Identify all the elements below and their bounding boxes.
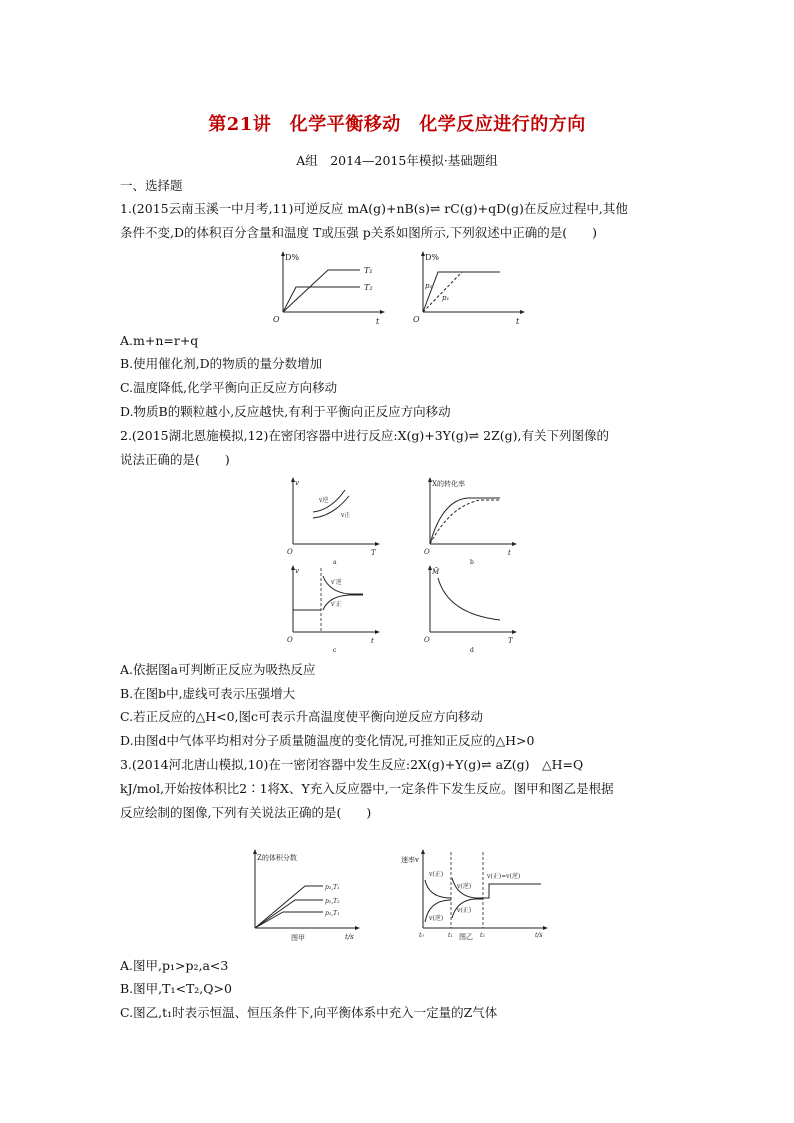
q1-figure-left xyxy=(268,250,388,328)
q1-right-p1: p₁ xyxy=(442,294,450,302)
q1-left-t2: T₂ xyxy=(364,283,373,292)
q3-jia-caption: 图甲 xyxy=(291,934,305,942)
q3-stem-line3: 反应绘制的图像,下列有关说法正确的是( ) xyxy=(120,805,372,820)
page-title: 第21讲 化学平衡移动 化学反应进行的方向 xyxy=(208,114,586,135)
q1-right-p2: p₂ xyxy=(425,282,433,290)
q1-stem-line1: 1.(2015云南玉溪一中月考,11)可逆反应 mA(g)+nB(s)⇌ rC(g)+qD(g)在反应过程中,其他 xyxy=(120,201,628,216)
q2b-ylabel: X的转化率 xyxy=(432,480,465,488)
q3-jia-curve3: p₁,T₁ xyxy=(325,910,340,917)
q2b-xlabel: t xyxy=(508,549,511,557)
q2-option-a: A.依据图a可判断正反应为吸热反应 xyxy=(120,662,316,677)
q2-option-d: D.由图d中气体平均相对分子质量随温度的变化情况,可推知正反应的△H>0 xyxy=(120,733,535,748)
q3-jia-xlabel: t/s xyxy=(345,933,354,941)
q2a-caption: a xyxy=(333,559,337,566)
q3-stem-line2: kJ/mol,开始按体积比2∶1将X、Y充入反应器中,一定条件下发生反应。图甲和图乙是根据 xyxy=(120,781,614,796)
q2d-xlabel: T xyxy=(508,637,513,645)
q2-figure-b xyxy=(420,476,520,572)
q3-yi-t2: t₂ xyxy=(480,932,485,939)
q1-stem-line2: 条件不变,D的体积百分含量和温度 T或压强 p关系如图所示,下列叙述中正确的是( ) xyxy=(120,225,598,240)
q3-yi-xlabel: t/s xyxy=(535,932,543,939)
q3-yi-ylabel: 速率v xyxy=(401,856,419,864)
q2b-caption: b xyxy=(470,559,474,566)
q2-stem-line2: 说法正确的是( ) xyxy=(120,452,230,467)
q2-figure-d xyxy=(420,564,520,660)
q2a-ylabel: v xyxy=(295,479,299,487)
q2a-origin: O xyxy=(287,548,293,556)
q2-option-c: C.若正反应的△H<0,图c可表示升高温度使平衡向逆反应方向移动 xyxy=(120,709,484,724)
q3-yi-right-eq: v(正)=v(逆) xyxy=(487,873,521,880)
q2c-ylabel: v xyxy=(295,567,299,575)
q2c-xlabel: t xyxy=(371,637,374,645)
q2d-ylabel: M̄ xyxy=(432,568,440,576)
q2c-origin: O xyxy=(287,636,293,644)
q2c-label-fwd: v′正 xyxy=(331,601,342,608)
q3-yi-t1: t₁ xyxy=(448,932,453,939)
q1-figure-right xyxy=(408,250,528,328)
q3-jia-curve1: p₂,T₁ xyxy=(325,884,340,891)
q1-right-origin: O xyxy=(413,315,420,324)
q3-figure-yi xyxy=(395,848,555,940)
q1-left-t1: T₁ xyxy=(364,266,373,275)
q2a-label-fwd: v正 xyxy=(341,512,351,519)
q3-yi-caption: 图乙 xyxy=(459,933,473,941)
section-heading: 一、选择题 xyxy=(120,178,183,193)
q1-option-a: A.m+n=r+q xyxy=(120,333,199,348)
q2-stem-line1: 2.(2015湖北恩施模拟,12)在密闭容器中进行反应:X(g)+3Y(g)⇌ 2Z(g),有关下列图像的 xyxy=(120,428,609,443)
q2c-caption: c xyxy=(333,647,337,654)
q2d-caption: d xyxy=(470,647,474,654)
q2d-origin: O xyxy=(424,636,430,644)
q3-yi-mid-fwd: v(正) xyxy=(457,907,472,914)
q3-option-a: A.图甲,p₁>p₂,a<3 xyxy=(120,958,229,973)
q1-left-ylabel: D% xyxy=(285,253,300,262)
q3-yi-mid-back: v(逆) xyxy=(457,883,472,890)
q3-stem-line1: 3.(2014河北唐山模拟,10)在一密闭容器中发生反应:2X(g)+Y(g)⇌ aZ(g) △H=Q xyxy=(120,757,584,772)
q2b-origin: O xyxy=(424,548,430,556)
q3-yi-left-fwd: v(正) xyxy=(429,871,444,878)
q3-option-b: B.图甲,T₁<T₂,Q>0 xyxy=(120,981,232,996)
q2c-label-back: v′逆 xyxy=(331,579,342,586)
q1-left-origin: O xyxy=(273,315,280,324)
q2-figure-a xyxy=(283,476,383,572)
q1-option-d: D.物质B的颗粒越小,反应越快,有利于平衡向正反应方向移动 xyxy=(120,404,451,419)
q1-right-ylabel: D% xyxy=(425,253,440,262)
q3-figure-jia xyxy=(245,848,365,940)
q1-option-c: C.温度降低,化学平衡向正反应方向移动 xyxy=(120,380,338,395)
q3-yi-left-back: v(逆) xyxy=(429,915,444,922)
q3-jia-curve2: p₁,T₂ xyxy=(325,898,340,905)
q3-jia-ylabel: Z的体积分数 xyxy=(257,854,297,862)
q1-option-b: B.使用催化剂,D的物质的量分数增加 xyxy=(120,356,323,371)
q3-yi-t0: t₀ xyxy=(419,932,424,939)
q3-option-c: C.图乙,t₁时表示恒温、恒压条件下,向平衡体系中充入一定量的Z气体 xyxy=(120,1005,498,1020)
q2-option-b: B.在图b中,虚线可表示压强增大 xyxy=(120,686,296,701)
q1-left-xlabel: t xyxy=(376,317,380,326)
q2a-label-back: v逆 xyxy=(319,497,329,504)
q2a-xlabel: T xyxy=(371,549,376,557)
q2-figure-c xyxy=(283,564,383,660)
page-subtitle: A组 2014—2015年模拟·基础题组 xyxy=(296,153,498,168)
q1-right-xlabel: t xyxy=(516,317,520,326)
